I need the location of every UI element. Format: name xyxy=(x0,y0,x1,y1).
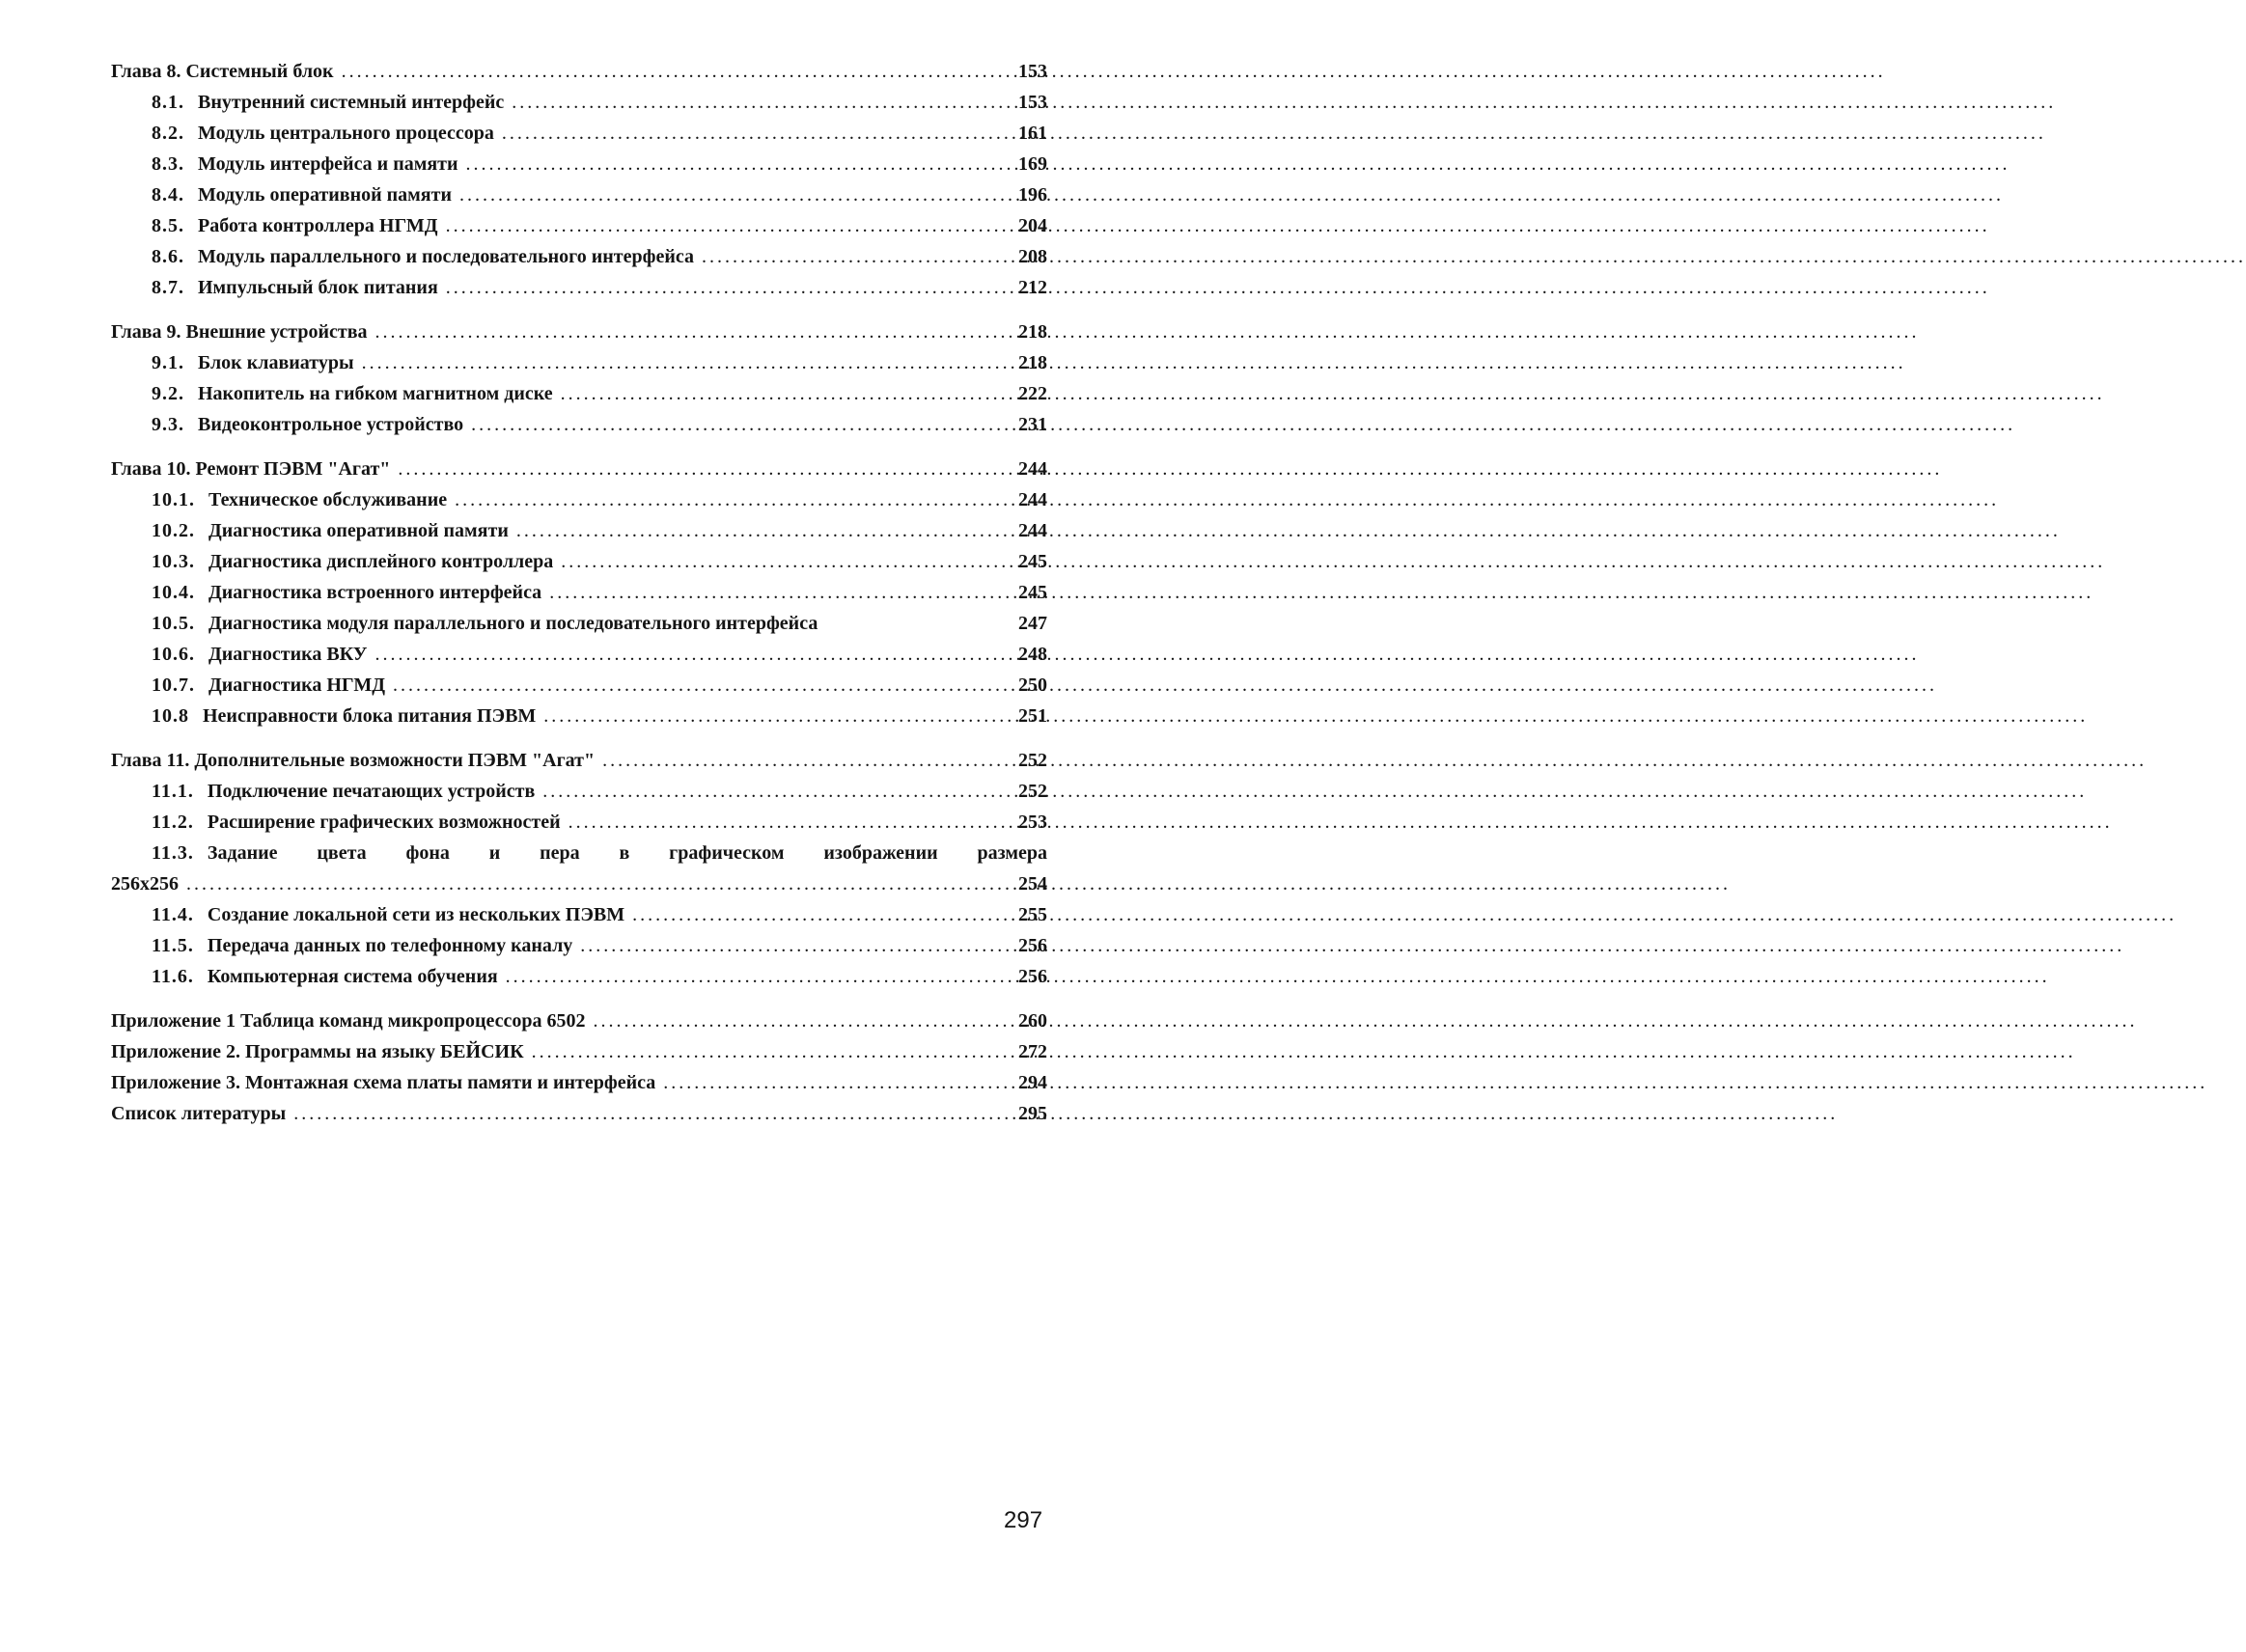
section-title: Диагностика встроенного интерфейса xyxy=(208,577,541,608)
section-title: Расширение графических возможностей xyxy=(208,807,561,838)
section-8-7 xyxy=(111,272,1047,303)
section-11-3-line-1 xyxy=(111,838,1047,868)
dot-leader xyxy=(446,210,989,241)
section-number: 10.4. xyxy=(152,577,195,608)
chapter-11-entry xyxy=(111,745,1047,776)
dot-leader xyxy=(466,149,989,179)
section-title: Диагностика оперативной памяти xyxy=(208,515,509,546)
section-number: 9.1. xyxy=(152,347,184,378)
dot-leader xyxy=(186,868,989,899)
section-title: Диагностика НГМД xyxy=(208,670,385,701)
page-ref: 294 xyxy=(999,1067,1047,1098)
dot-leader xyxy=(374,639,989,670)
page-ref: 222 xyxy=(999,378,1047,409)
section-9-3 xyxy=(111,409,1047,440)
page-ref: 231 xyxy=(999,409,1047,440)
page-ref: 248 xyxy=(999,639,1047,670)
chapter-10-entry xyxy=(111,454,1047,484)
dot-leader xyxy=(549,577,989,608)
dot-leader xyxy=(506,961,989,992)
dot-leader xyxy=(532,1036,989,1067)
page-ref: 212 xyxy=(999,272,1047,303)
section-title: Импульсный блок питания xyxy=(198,272,438,303)
section-title: Диагностика модуля параллельного и последовательного интерфейса xyxy=(208,608,818,639)
section-number: 8.6. xyxy=(152,241,184,272)
section-title: Задание цвета фона и пера в графическом изображении размера xyxy=(208,838,1047,868)
table-of-contents xyxy=(111,56,1047,1143)
page-number: 297 xyxy=(1004,1507,1042,1534)
appendices-group xyxy=(111,1005,1047,1129)
dot-leader xyxy=(543,701,989,731)
section-number: 8.4. xyxy=(152,179,184,210)
dot-leader xyxy=(632,899,989,930)
dot-leader xyxy=(398,454,989,484)
section-title: Внутренний системный интерфейс xyxy=(198,87,504,118)
section-title: Модуль интерфейса и памяти xyxy=(198,149,458,179)
page-ref: 252 xyxy=(999,776,1047,807)
dot-leader xyxy=(459,179,989,210)
dot-leader xyxy=(542,776,989,807)
section-8-4 xyxy=(111,179,1047,210)
chapter-9-group xyxy=(111,317,1047,440)
section-number: 8.2. xyxy=(152,118,184,149)
section-title: Видеоконтрольное устройство xyxy=(198,409,463,440)
appendix-title: Приложение 1 Таблица команд микропроцессора 6502 xyxy=(111,1005,586,1036)
appendix-2-entry xyxy=(111,1036,1047,1067)
section-title: Создание локальной сети из нескольких ПЭВМ xyxy=(208,899,624,930)
page-ref: 247 xyxy=(999,608,1047,639)
dot-leader xyxy=(594,1005,989,1036)
section-title: Компьютерная система обучения xyxy=(208,961,498,992)
section-8-6 xyxy=(111,241,1047,272)
chapter-11-group xyxy=(111,745,1047,992)
chapter-title: Глава 10. Ремонт ПЭВМ "Агат" xyxy=(111,454,390,484)
section-title: Передача данных по телефонному каналу xyxy=(208,930,572,961)
dot-leader xyxy=(446,272,989,303)
chapter-9-entry xyxy=(111,317,1047,347)
bibliography-title: Список литературы xyxy=(111,1098,286,1129)
section-number: 11.4. xyxy=(152,899,194,930)
dot-leader xyxy=(455,484,989,515)
bibliography-entry xyxy=(111,1098,1047,1129)
page-ref: 218 xyxy=(999,317,1047,347)
section-11-6 xyxy=(111,961,1047,992)
page-ref: 252 xyxy=(999,745,1047,776)
section-title: Подключение печатающих устройств xyxy=(208,776,535,807)
dot-leader xyxy=(516,515,989,546)
dot-leader xyxy=(663,1067,989,1098)
dot-leader xyxy=(393,670,989,701)
section-number: 10.6. xyxy=(152,639,195,670)
section-number: 11.3. xyxy=(152,838,194,868)
dot-leader xyxy=(342,56,989,87)
section-10-5 xyxy=(111,608,1047,639)
page-ref: 250 xyxy=(999,670,1047,701)
section-10-1 xyxy=(111,484,1047,515)
page-ref: 272 xyxy=(999,1036,1047,1067)
section-title: Блок клавиатуры xyxy=(198,347,354,378)
section-title: Работа контроллера НГМД xyxy=(198,210,438,241)
page-ref: 245 xyxy=(999,546,1047,577)
section-11-5 xyxy=(111,930,1047,961)
section-11-3-line-2 xyxy=(111,868,1047,899)
section-11-2 xyxy=(111,807,1047,838)
section-11-4 xyxy=(111,899,1047,930)
chapter-title: Глава 9. Внешние устройства xyxy=(111,317,368,347)
section-10-4 xyxy=(111,577,1047,608)
page-ref: 196 xyxy=(999,179,1047,210)
section-number: 11.6. xyxy=(152,961,194,992)
page-ref: 169 xyxy=(999,149,1047,179)
appendix-1-entry xyxy=(111,1005,1047,1036)
dot-leader xyxy=(502,118,989,149)
section-10-7 xyxy=(111,670,1047,701)
dot-leader xyxy=(362,347,989,378)
section-title: Модуль параллельного и последовательного интерфейса xyxy=(198,241,694,272)
section-number: 10.5. xyxy=(152,608,195,639)
section-number: 10.2. xyxy=(152,515,195,546)
section-title: Техническое обслуживание xyxy=(208,484,447,515)
section-number: 10.1. xyxy=(152,484,195,515)
section-title: Диагностика дисплейного контроллера xyxy=(208,546,553,577)
section-number: 8.5. xyxy=(152,210,184,241)
section-title: Накопитель на гибком магнитном диске xyxy=(198,378,553,409)
dot-leader xyxy=(602,745,989,776)
page-ref: 295 xyxy=(999,1098,1047,1129)
section-number: 11.2. xyxy=(152,807,194,838)
page-ref: 251 xyxy=(999,701,1047,731)
dot-leader xyxy=(512,87,989,118)
section-11-1 xyxy=(111,776,1047,807)
section-9-1 xyxy=(111,347,1047,378)
section-title-continuation: 256x256 xyxy=(111,868,179,899)
dot-leader xyxy=(580,930,989,961)
section-10-2 xyxy=(111,515,1047,546)
section-title: Неисправности блока питания ПЭВМ xyxy=(203,701,536,731)
page-ref: 255 xyxy=(999,899,1047,930)
chapter-title: Глава 11. Дополнительные возможности ПЭВМ "Агат" xyxy=(111,745,595,776)
section-8-3 xyxy=(111,149,1047,179)
appendix-title: Приложение 3. Монтажная схема платы памяти и интерфейса xyxy=(111,1067,655,1098)
dot-leader xyxy=(568,807,989,838)
page-ref: 218 xyxy=(999,347,1047,378)
page-ref: 253 xyxy=(999,807,1047,838)
section-8-1 xyxy=(111,87,1047,118)
section-number: 9.2. xyxy=(152,378,184,409)
page-ref: 260 xyxy=(999,1005,1047,1036)
chapter-8-entry xyxy=(111,56,1047,87)
page-ref: 254 xyxy=(999,868,1047,899)
section-number: 10.3. xyxy=(152,546,195,577)
dot-leader xyxy=(375,317,989,347)
section-number: 8.7. xyxy=(152,272,184,303)
appendix-3-entry xyxy=(111,1067,1047,1098)
page-ref: 208 xyxy=(999,241,1047,272)
section-number: 8.1. xyxy=(152,87,184,118)
section-10-6 xyxy=(111,639,1047,670)
page-ref: 204 xyxy=(999,210,1047,241)
dot-leader xyxy=(471,409,989,440)
page-ref: 256 xyxy=(999,930,1047,961)
section-10-3 xyxy=(111,546,1047,577)
page-ref: 244 xyxy=(999,484,1047,515)
section-number: 11.5. xyxy=(152,930,194,961)
page-ref: 161 xyxy=(999,118,1047,149)
page-ref: 244 xyxy=(999,515,1047,546)
dot-leader xyxy=(561,546,989,577)
page-ref: 244 xyxy=(999,454,1047,484)
page-ref: 153 xyxy=(999,56,1047,87)
section-number: 10.8 xyxy=(152,701,189,731)
section-title: Модуль оперативной памяти xyxy=(198,179,452,210)
chapter-title: Глава 8. Системный блок xyxy=(111,56,334,87)
chapter-10-group xyxy=(111,454,1047,731)
section-number: 9.3. xyxy=(152,409,184,440)
section-8-2 xyxy=(111,118,1047,149)
section-8-5 xyxy=(111,210,1047,241)
page-ref: 256 xyxy=(999,961,1047,992)
dot-leader xyxy=(561,378,989,409)
section-9-2 xyxy=(111,378,1047,409)
section-title: Диагностика ВКУ xyxy=(208,639,367,670)
section-number: 8.3. xyxy=(152,149,184,179)
section-10-8 xyxy=(111,701,1047,731)
section-number: 10.7. xyxy=(152,670,195,701)
page-ref: 245 xyxy=(999,577,1047,608)
dot-leader xyxy=(293,1098,989,1129)
page-ref: 153 xyxy=(999,87,1047,118)
section-number: 11.1. xyxy=(152,776,194,807)
section-title: Модуль центрального процессора xyxy=(198,118,494,149)
appendix-title: Приложение 2. Программы на языку БЕЙСИК xyxy=(111,1036,524,1067)
dot-leader xyxy=(702,241,989,272)
chapter-8-group xyxy=(111,56,1047,303)
